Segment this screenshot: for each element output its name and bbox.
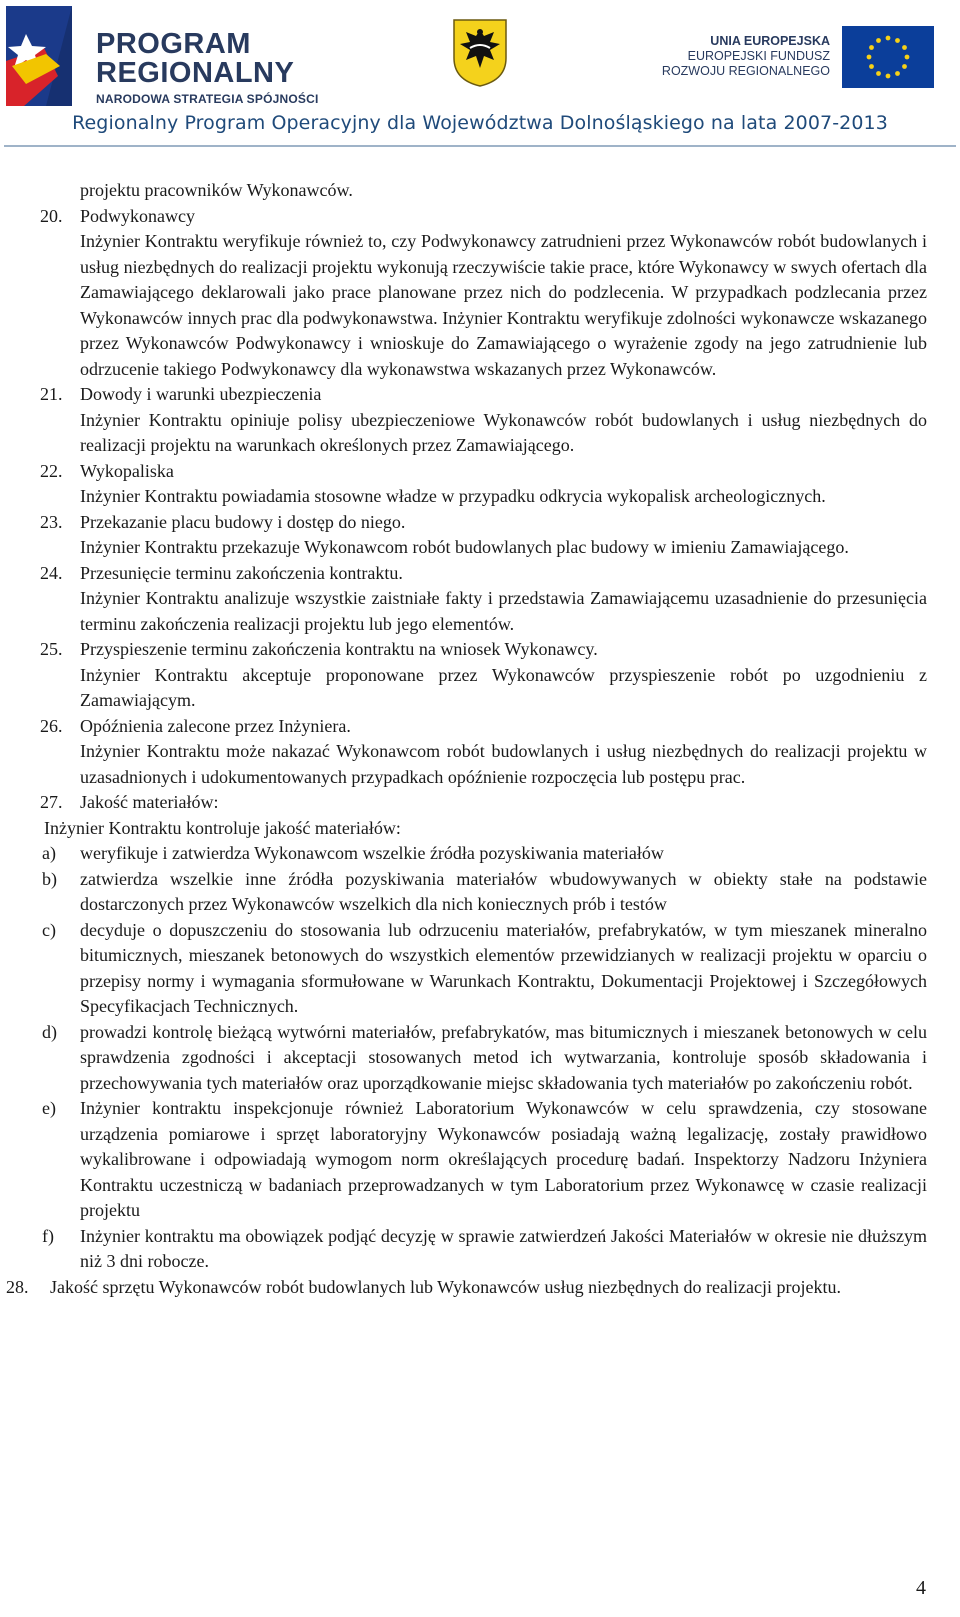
section-24-title: Przesunięcie terminu zakończenia kontraktu. [80, 562, 403, 583]
list-item-b-letter: b) [42, 868, 57, 889]
section-23-number: 23. [40, 511, 63, 532]
list-item-f [42, 1224, 927, 1275]
section-21-number: 21. [40, 384, 63, 404]
list-item-e [42, 1096, 927, 1224]
section-23-title: Przekazanie placu budowy i dostęp do niego. [80, 511, 406, 532]
section-27-intro: Inżynier Kontraktu kontroluje jakość materiałów: [44, 817, 401, 838]
section-25-heading [0, 637, 960, 663]
program-title: Regionalny Program Operacyjny dla Województwa Dolnośląskiego na lata 2007-2013 [72, 112, 888, 134]
section-24-text: Inżynier Kontraktu analizuje wszystkie zaistniałe fakty i przedstawia Zamawiającemu uzasadnienie do przesunięcia terminu zakończenia realizacji projektu lub jego elementów. [80, 588, 927, 634]
document-header [0, 0, 960, 150]
program-line2: REGIONALNY [96, 57, 295, 89]
section-20-number: 20. [40, 205, 63, 226]
header-divider [4, 145, 956, 147]
section-27-number: 27. [40, 792, 63, 812]
list-item-a-letter: a) [42, 843, 56, 863]
list-item-f-letter: f) [42, 1225, 54, 1246]
document-body [0, 178, 960, 1300]
section-20-text: Inżynier Kontraktu weryfikuje również to, czy Podwykonawcy zatrudnieni przez Wykonawców robót budowlanych i usług niezbędnych do realizacji projektu wykonują rzeczywiście takie prace, które Wykonawcy w swych ofertach dla Zamawiającego deklarowali jako prace planowane przez nich do podzlecenia. W przypadkach podzlecania przez Wykonawców innych prac dla podwykonawstwa. Inżynier Kontraktu weryfikuje zdolności wykonawcze wskazanego przez Wykonawców Podwykonawcy i wnioskuje do Zamawiającego o wyrażenie zgody na jego zatrudnienie lub odrzucenie takiego Podwykonawcy dla wykonawstwa wskazanych przez Wykonawców. [80, 231, 927, 379]
section-26-text: Inżynier Kontraktu może nakazać Wykonawcom robót budowlanych i usług niezbędnych do realizacji projektu w uzasadnionych i udokumentowanych przypadkach opóźnienie rozpoczęcia lub postępu prac. [80, 741, 927, 787]
section-21-text: Inżynier Kontraktu opiniuje polisy ubezpieczeniowe Wykonawców robót budowlanych i usług niezbędnych do realizacji projektu na warunkach określonych przez Zamawiającego. [80, 409, 927, 455]
section-28-number: 28. [6, 1276, 29, 1297]
section-25-text: Inżynier Kontraktu akceptuje proponowane przez Wykonawców przyspieszenie robót po uzgodnieniu z Zamawiającym. [80, 664, 927, 710]
eu-line3: ROZWOJU REGIONALNEGO [661, 64, 830, 78]
eu-line2: EUROPEJSKI FUNDUSZ [687, 49, 830, 63]
page-number: 4 [916, 1577, 926, 1599]
intro-line: projektu pracowników Wykonawców. [80, 180, 353, 200]
program-regionalny-wordmark [96, 30, 319, 106]
section-26-heading [0, 714, 960, 740]
section-25-title: Przyspieszenie terminu zakończenia kontraktu na wniosek Wykonawcy. [80, 639, 598, 659]
list-item-b-text: zatwierdza wszelkie inne źródła pozyskiwania materiałów wbudowywanych w obiekty stałe na podstawie dostarczonych przez Wykonawców wszelkich dla nich koniecznych prób i testów [80, 868, 927, 914]
dolny-slask-coat-of-arms [452, 18, 508, 88]
section-25-number: 25. [40, 639, 63, 659]
list-item-f-text: Inżynier kontraktu ma obowiązek podjąć decyzję w sprawie zatwierdzeń Jakości Materiałów w okresie nie dłuższym niż 3 dni robocze. [80, 1225, 927, 1271]
eu-flag-icon [842, 26, 934, 88]
section-27-title: Jakość materiałów: [80, 792, 219, 812]
section-22-title: Wykopaliska [80, 460, 174, 481]
list-item-e-letter: e) [42, 1098, 56, 1118]
section-26-title: Opóźnienia zalecone przez Inżyniera. [80, 715, 351, 736]
section-28-text: Jakość sprzętu Wykonawców robót budowlanych lub Wykonawców usług niezbędnych do realizacji projektu. [50, 1276, 841, 1297]
section-23-heading [0, 510, 960, 536]
eu-fund-label [660, 34, 830, 79]
section-28 [6, 1275, 927, 1301]
section-24-number: 24. [40, 562, 63, 583]
section-23-text: Inżynier Kontraktu przekazuje Wykonawcom robót budowlanych plac budowy w imieniu Zamawiającego. [80, 537, 849, 557]
section-21-title: Dowody i warunki ubezpieczenia [80, 384, 322, 404]
list-item-c-text: decyduje o dopuszczeniu do stosowania lub odrzuceniu materiałów, prefabrykatów, w tym mieszanek mineralno bitumicznych, mieszanek betonowych do wszystkich elementów przewidzianych w realizacji projektu w oparciu o przepisy normy i wymagania sformułowane w Warunkach Kontraktu, Dokumentacji Projektowej i Szczegółowych Specyfikacjach Technicznych. [80, 919, 927, 1016]
section-20-heading [0, 204, 960, 230]
list-item-e-text: Inżynier kontraktu inspekcjonuje również Laboratorium Wykonawców w celu sprawdzenia, czy stosowane urządzenia pomiarowe i sprzęt laboratoryjny Wykonawców posiadają ważną legalizację, zostały prawidłowo wykalibrowane i odpowiadają wymogom norm określających procedurę badań. Inspektorzy Nadzoru Inżyniera Kontraktu uczestniczą w badaniach przeprowadzanych w tym Laboratorium przez Wykonawcę w czasie realizacji projektu [80, 1098, 927, 1220]
section-27-heading [0, 790, 960, 816]
section-21-heading [0, 382, 960, 408]
section-22-heading [0, 459, 960, 485]
list-item-d-text: prowadzi kontrolę bieżącą wytwórni materiałów, prefabrykatów, mas bitumicznych i mieszanek betonowych w celu sprawdzenia zgodności i akceptacji stosowanych metod ich wytwarzania, kontroluje sposób składowania i przechowywania tych materiałów oraz uporządkowanie miejsc składowania tych materiałów po zakończeniu robót. [80, 1021, 927, 1093]
section-22-number: 22. [40, 460, 63, 481]
list-item-d-letter: d) [42, 1021, 57, 1042]
list-item-b [42, 867, 927, 918]
section-20-title: Podwykonawcy [80, 205, 195, 226]
section-22-text: Inżynier Kontraktu powiadamia stosowne władze w przypadku odkrycia wykopalisk archeologicznych. [80, 486, 826, 506]
list-item-d [42, 1020, 927, 1097]
list-item-a [42, 841, 927, 867]
list-item-a-text: weryfikuje i zatwierdza Wykonawcom wszelkie źródła pozyskiwania materiałów [80, 843, 664, 863]
program-regionalny-logo [6, 6, 72, 106]
list-item-c-letter: c) [42, 919, 56, 940]
section-26-number: 26. [40, 715, 63, 736]
program-line3: NARODOWA STRATEGIA SPÓJNOŚCI [96, 92, 319, 106]
program-line1: PROGRAM [96, 28, 251, 60]
eu-line1: UNIA EUROPEJSKA [710, 34, 830, 48]
section-24-heading [0, 561, 960, 587]
list-item-c [42, 918, 927, 1020]
